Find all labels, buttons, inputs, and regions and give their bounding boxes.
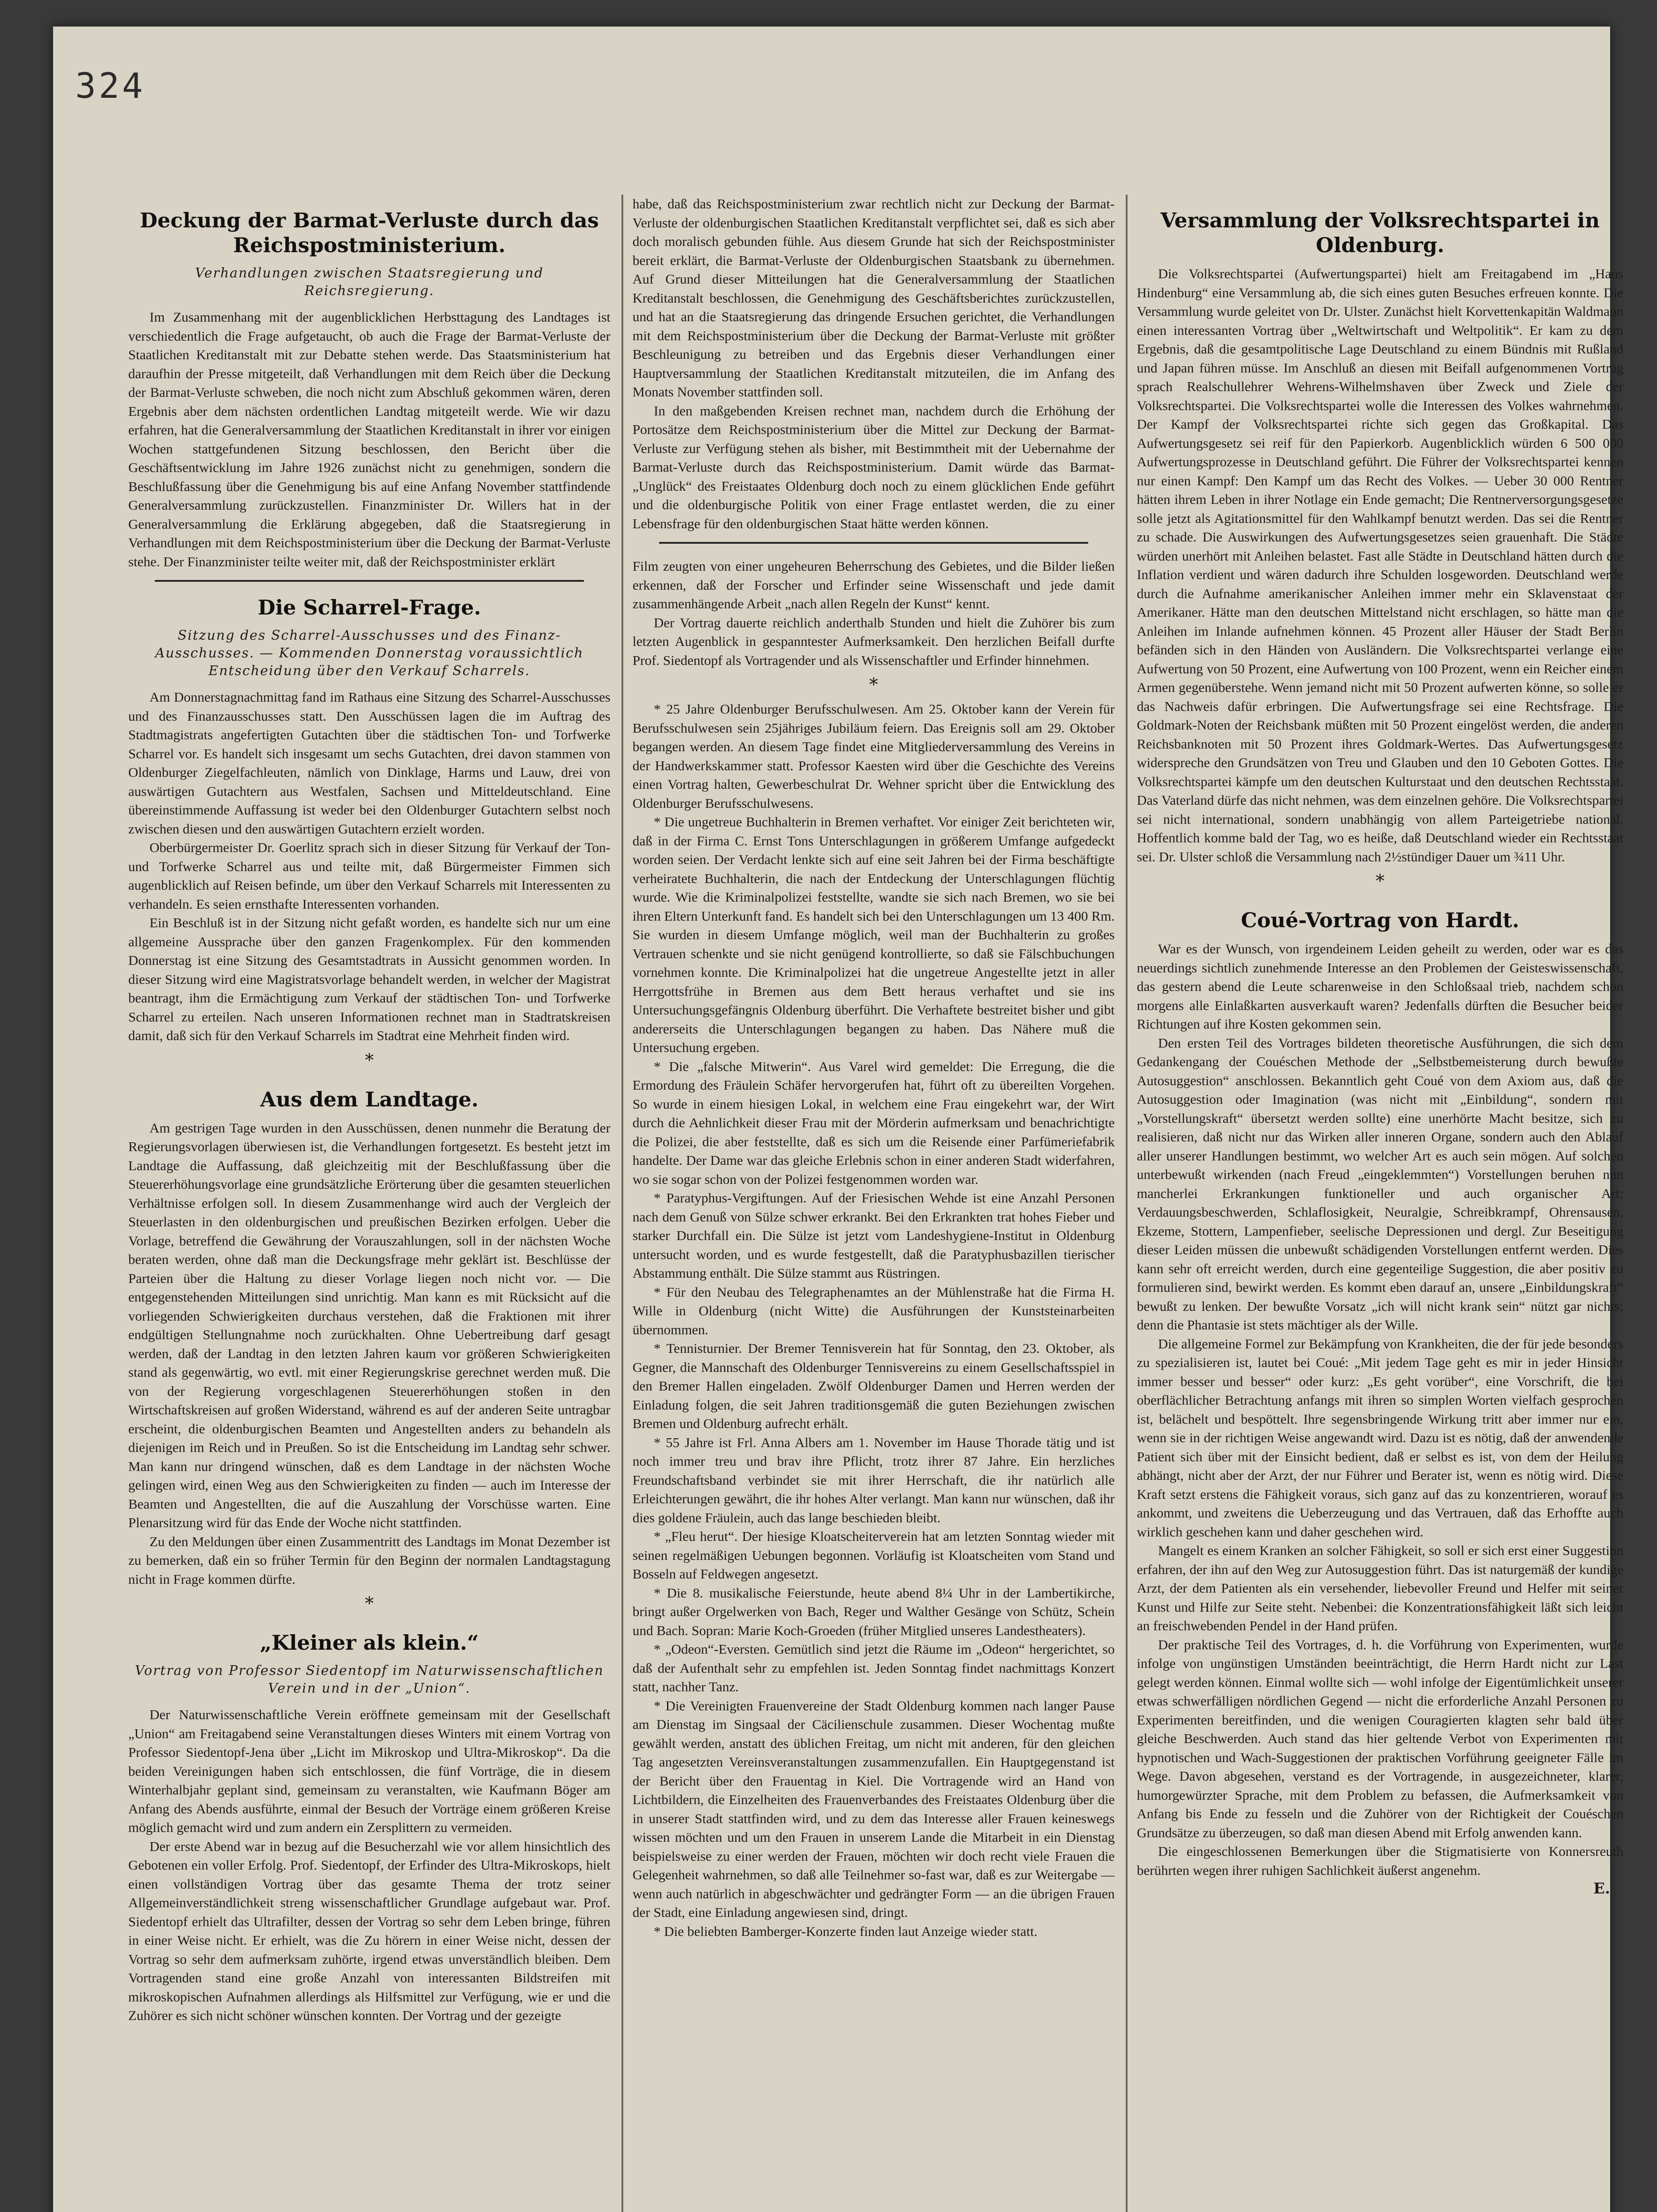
news-item: * Paratyphus-Vergiftungen. Auf der Friesischen Wehde ist eine Anzahl Personen nach dem Genuß von Sülze schwer erkrankt. Bei den Erkrankten trat hohes Fieber und starker Durchfall ein. Die Sülze ist jetzt vom Landeshygiene-Institut in Oldenburg untersucht worden, und es wurde festgestellt, daß die Paratyphusbazillen tierischer Abstammung enthält. Die Sülze stammt aus Rüstringen. xyxy=(633,1190,1115,1281)
news-item: * „Odeon“-Eversten. Gemütlich sind jetzt die Räume im „Odeon“ hergerichtet, so daß der Aufenthalt sehr zu empfehlen ist. Jeden Sonntag findet nachmittags Konzert statt, nachher Tanz. xyxy=(633,1641,1115,1694)
news-item: * Die ungetreue Buchhalterin in Bremen verhaftet. Vor einiger Zeit berichteten wir, daß in der Firma C. Ernst Tons Unterschlagungen in größerem Umfange aufgedeckt worden seien. Der Verdacht lenkte sich auf eine seit Jahren bei der Firma beschäftigte verheiratete Buchhalterin, die nach der Entdeckung der Unterschlagungen flüchtig wurde. Wie die Kriminalpolizei feststellte, wandte sie sich nach Bremen, wo sie bei ihren Eltern Unterkunft fand. Es handelt sich bei den Unterschlagungen um 13 400 Rm. Sie wurden in diesem Umfange möglich, weil man der Buchhalterin zu großes Vertrauen schenkte und sie nicht genügend kontrollierte, so daß sie Fälschbuchungen vornehmen konnte. Die Kriminalpolizei hat die ungetreue Angestellte jetzt in aller Herrgottsfrühe in Bremen aus dem Bett heraus verhaftet und sie ins Untersuchungsgefängnis Oldenburg überführt. Die Verhaftete bestreitet bisher und gibt andererseits die Unterschlagungen begangen zu haben. Das Nähere muß die Untersuchung ergeben. xyxy=(633,814,1115,1055)
article-subtitle: Verhandlungen zwischen Staatsregierung und Reichsregierung. xyxy=(195,265,544,299)
news-item: * Die Vereinigten Frauenvereine der Stadt Oldenburg kommen nach langer Pause am Dienstag im Singsaal der Cäcilienschule zusammen. Dieser Wochentag mußte gewählt werden, anstatt des üblichen Freitag, um nicht mit anderen, für den gleichen Tag angesetzten Vereinsveranstaltungen zusammenzufallen. Ein Hauptgegenstand ist der Bericht über den Frauentag in Kiel. Die Vortragende wird an Hand von Lichtbildern, die Einzelheiten des Frauenverbandes des Freistaates Oldenburg über die in unserer Stadt stattfinden wird, und zu dem das Interesse aller Frauen keineswegs wissen möchten und um den Frauen in unserem Lande die Mitarbeit in ein Dienstag beispielsweise zu einer werden der Frauen, möchten wir doch recht viele Frauen die Gelegenheit wahrnehmen, so daß alle Teilnehmer so-fast war, daß es zur Weitergabe — wenn auch natürlich in abgeschwächter und gedrängter Form — an die übrigen Frauen der Stadt, eine Einladung angewiesen sind, dringt. xyxy=(633,1697,1115,1920)
separator-star: * xyxy=(1376,871,1385,891)
article-title: Coué-Vortrag von Hardt. xyxy=(1241,908,1519,932)
article-paragraph: Zu den Meldungen über einen Zusammentritt des Landtags im Monat Dezember ist zu bemerken, daß ein so früher Termin für den Beginn der normalen Landtagstagung nicht in Frage kommen dürfte. xyxy=(128,1533,610,1587)
news-item: * Die beliebten Bamberger-Konzerte finden laut Anzeige wieder statt. xyxy=(654,1923,1038,1939)
news-item: * Tennisturnier. Der Bremer Tennisverein hat für Sonntag, den 23. Oktober, als Gegner, die Mannschaft des Oldenburger Tennisvereins zu einem Gesellschaftsspiel in den Bremer Hallen eingeladen. Zwölf Oldenburger Damen und Herren werden der Einladung folgen, die seit Jahren traditionsgemäß die guten Beziehungen zwischen Bremen und Oldenburg aufrecht erhält. xyxy=(633,1340,1115,1431)
divider xyxy=(155,580,584,582)
article-paragraph: Der erste Abend war in bezug auf die Besucherzahl wie vor allem hinsichtlich des Gebotenen ein voller Erfolg. Prof. Siedentopf, der Erfinder des Ultra-Mikroskops, hielt einen vollständigen Vortrag über das gesamte Thema der trotz seiner Allgemeinverständlichkeit streng wissenschaftlicher Grundlage aufgebaut war. Prof. Siedentopf erhielt das Ultrafilter, dessen der Vortrag so sehr dem Leben bringe, führen in einer Weise nicht. Er erhielt, was die Zu hörern in einer Weise nicht, dessen der Vortrag so sehr dem aufmerksam zuhörte, irgend etwas unverständlich bleiben. Dem Vortragenden stand eine große Anzahl von interessanten Bildstreifen mit mikroskopischen Aufnahmen allerdings als Hilfsmittel zur Verfügung, wie er und die Zuhörer es sich nicht schöner wünschen konnten. Der Vortrag und der gezeigte xyxy=(128,1838,610,2023)
news-item: * 25 Jahre Oldenburger Berufsschulwesen. Am 25. Oktober kann der Verein für Berufsschulwesen sein 25jähriges Jubiläum feiern. Das Ereignis soll am 29. Oktober begangen werden. An diesem Tage findet eine Mitgliederversammlung des Vereins in der Handwerkskammer statt. Professor Kaesten wird über die Geschichte des Vereins einen Vortrag halten, Gewerbeschulrat Dr. Wehner spricht über die Entwicklung des Oldenburger Berufsschulwesens. xyxy=(633,701,1115,811)
article-title: Aus dem Landtage. xyxy=(260,1087,479,1111)
article-paragraph: Der praktische Teil des Vortrages, d. h. die Vorführung von Experimenten, wurde infolge von ungünstigen Umständen beeinträchtigt, die Herrn Hardt nicht zur Last gelegt werden können. Einmal wollte sich — wohl infolge der Eigentümlichkeit unserer etwas schwerfälligen nördlichen Gegend — nicht die erforderliche Anzahl Personen zu Experimenten bereitfinden, und die wenigen Couragierten klagten sehr bald über gleiche Beschwerden. Auch stand das hier geltende Verbot von Experimenten mit hypnotischen und Wach-Suggestionen der praktischen Vorführung geeigneter Fälle im Wege. Davon abgesehen, verstand es der Vortragende, in ausgezeichneter, klarer, humorgewürzter Sprache, mit dem Problem zu befassen, die Aufmerksamkeit von Anfang bis Ende zu fesseln und die Zuhörer von der Richtigkeit der Couéschen Grundsätze zu überzeugen, so daß man diesen Abend mit Erfolg anwenden kann. xyxy=(1137,1636,1623,1840)
column-3 xyxy=(1137,195,1623,2212)
page-number: 324 xyxy=(75,66,146,106)
author-signature: E. xyxy=(1593,1880,1610,1897)
article-paragraph: Die Volksrechtspartei (Aufwertungspartei) hielt am Freitagabend im „Haus Hindenburg“ eine Versammlung ab, die sich eines guten Besuches erfreuen konnte. Die Versammlung wurde geleitet von Dr. Ulster. Zunächst hielt Korvettenkapitän Waldmann einen interessanten Vortrag über „Weltwirtschaft und Weltpolitik“. Er kam zu dem Ergebnis, daß die gesamtpolitische Lage Deutschland zu einem Bündnis mit Rußland und Japan führen müsse. Im Anschluß an diesen mit Beifall aufgenommenen Vortrag sprach Realschullehrer Wehrens-Wilhelmshaven über Zweck und Ziele der Volksrechtspartei. Die Volksrechtspartei wolle die Interessen des Volkes wahrnehmen. Der Kampf der Volksrechtspartei richte sich gegen das Großkapital. Das Aufwertungsgesetz sei reif für den Papierkorb. Augenblicklich würden 6 500 000 Aufwertungsprozesse in Deutschland geführt. Die Führer der Volksrechtspartei kennen nur einen Kampf: Den Kampf um das Recht des Volkes. — Ueber 30 000 Rentner hätten ihrem Leben in ihrer Notlage ein Ende gemacht; Die Rentnerversorgungsgesetze solle jetzt als Agitationsmittel für den Wahlkampf benutzt werden. Das sei die Rentner zu schade. Die Auswirkungen des Aufwertungsgesetzes seien grauenhaft. Die Städte würden unerhört mit Anleihen belastet. Fast alle Städte in Deutschland hätten durch die Inflation verdient und wären dadurch ihre Schulden losgeworden. Deutschland werde durch die Aufnahme amerikanischer Anleihen immer mehr ein Sklavenstaat der Amerikaner. Hätte man den deutschen Mittelstand nicht erschlagen, so hätte man die Anleihen im Inlande aufnehmen können. 45 Prozent aller Häuser der Stadt Berlin befänden sich in den Händen von Ausländern. Die Volksrechtspartei verlange eine Aufwertung von 50 Prozent, eine Aufwertung von 100 Prozent, wenn ein Reicher einem Armen gegenüberstehe. Wenn jemand nicht mit 50 Prozent aufwerten könne, so solle er das Nachweis dafür erbringen. Die Aufwertungsfrage sei eine Rechtsfrage. Die Goldmark-Noten der Reichsbank müßten mit 50 Prozent eingelöst werden, die anderen Reichsbanknoten mit 50 Prozent ihres Goldmark-Wertes. Das Aufwertungsgesetz widerspreche den Grundsätzen von Treu und Glauben und den 10 Geboten Gottes. Die Volksrechtspartei kämpfe um den deutschen Kulturstaat und den deutschen Rechtsstaat. Das Vaterland dürfe das nicht nehmen, was dem einzelnen gehöre. Die Volksrechtspartei sei nicht international, sondern unabhängig von allem Parteigetriebe national. Hoffentlich komme bald der Tag, wo es heiße, daß Deutschland wieder ein Rechtsstaat sei. Dr. Ulster schloß die Versammlung nach 2½stündiger Dauer um ¾11 Uhr. xyxy=(1137,266,1623,864)
article-paragraph: Film zeugten von einer ungeheuren Beherrschung des Gebietes, und die Bilder ließen erkennen, daß der Forscher und Erfinder seine Wissenschaft und jede damit zusammenhängende Arbeit „nach allen Regeln der Kunst“ kennt. xyxy=(633,558,1115,611)
article-subtitle: Sitzung des Scharrel-Ausschusses und des Finanz-Ausschusses. — Kommenden Donnerstag voraussichtlich Entscheidung über den Verkauf Scharrels. xyxy=(155,628,584,679)
news-item: * „Fleu herut“. Der hiesige Kloatscheiterverein hat am letzten Sonntag wieder mit seinen regelmäßigen Uebungen begonnen. Vorläufig ist Kloatscheiten vom Stand und Bosseln auf Feldwegen angesetzt. xyxy=(633,1528,1115,1582)
article-paragraph: Der Vortrag dauerte reichlich anderthalb Stunden und hielt die Zuhörer bis zum letzten Augenblick in gespanntester Aufmerksamkeit. Den herzlichen Beifall durfte Prof. Siedentopf als Vortragender und als Wissenschaftler und Erfinder hinnehmen. xyxy=(633,614,1115,668)
column-rule xyxy=(1126,195,1128,2212)
news-item: * 55 Jahre ist Frl. Anna Albers am 1. November im Hause Thorade tätig und ist noch immer treu und brav ihre Pflicht, trotz ihrer 87 Jahre. Ein herzliches Freundschaftsband verbindet sie mit ihrer Herrschaft, die ihr natürlich alle Erleichterungen gewährt, die ihr hohes Alter verlangt. Man kann nur wünschen, daß ihr dies goldene Fräulein, auch das lange beschieden bleibt. xyxy=(633,1434,1115,1525)
article-paragraph: Die allgemeine Formel zur Bekämpfung von Krankheiten, die der für jede besonders zu spezialisieren ist, lautet bei Coué: „Mit jedem Tage geht es mir in jeder Hinsicht immer besser und besser“ oder kurz: „Es geht vorüber“, eine Vorschrift, die bei oberflächlicher Betrachtung anfangs mit ihren so simplen Worten vielfach gesprochen ist, belächelt und bespöttelt. Ihre segensbringende Wirkung tritt aber immer nur ein, wenn sie in der richtigen Weise angewandt wird. Dazu ist es nötig, daß der anwendende Patient sich über mit der Einsicht bedient, daß er selbst es ist, von dem der Heilung abhängt, nicht aber der Arzt, der nur Führer und Berater ist, wenn es nötig wird. Diese Kraft setzt erstens die Fähigkeit voraus, sich ganz auf das zu konzentrieren, worauf es ankommt, und zweitens die Ueberzeugung und das Vertrauen, daß das Erhoffte auch wirklich geschehen kann und daher geschehen wird. xyxy=(1137,1336,1623,1540)
article-paragraph: Am Donnerstagnachmittag fand im Rathaus eine Sitzung des Scharrel-Ausschusses und des Finanzausschusses statt. Den Ausschüssen lagen die im Auftrag des Stadtmagistrats angefertigten Gutachten über die städtischen Ton- und Torfwerke Scharrel vor. Es handelt sich insgesamt um sechs Gutachten, drei davon stammen von Oldenburger Ziegelfachleuten, nämlich von Dinklage, Harms und Lauw, drei von auswärtigen Gutachtern aus Westfalen, Sachsen und Mitteldeutschland. Eine übereinstimmende Auffassung ist weder bei den Oldenburger Gutachtern selbst noch zwischen diesen und den auswärtigen Gutachtern erzielt worden. xyxy=(128,689,610,837)
column-rule xyxy=(621,195,623,2212)
news-item: * Für den Neubau des Telegraphenamtes an der Mühlenstraße hat die Firma H. Wille in Oldenburg (nicht Witte) die Ausführungen der Kunststeinarbeiten übernommen. xyxy=(633,1284,1115,1337)
separator-star: * xyxy=(869,675,878,695)
article-subtitle: Vortrag von Professor Siedentopf im Naturwissenschaftlichen Verein und in der „Union“. xyxy=(134,1663,604,1696)
article-paragraph: Der Naturwissenschaftliche Verein eröffnete gemeinsam mit der Gesellschaft „Union“ am Freitagabend seine Veranstaltungen dieses Winters mit einem Vortrag von Professor Siedentopf-Jena über „Licht im Mikroskop und Ultra-Mikroskop“. Da die beiden Vereinigungen haben sich entschlossen, die fünf Vorträge, die in diesem Winterhalbjahr geplant sind, gemeinsam zu veranstalten, wie Kaufmann Böger am Anfang des Abends ausführte, einmal der Besuch der Vorträge einem größeren Kreise möglich gemacht wird und zum andern ein Zersplittern zu vermeiden. xyxy=(128,1707,610,1835)
news-item: * Die 8. musikalische Feierstunde, heute abend 8¼ Uhr in der Lambertikirche, bringt außer Orgelwerken von Bach, Reger und Walther Gesänge von Schütz, Schein und Bach. Sopran: Marie Koch-Groeden (früher Mitglied unseres Landestheaters). xyxy=(633,1585,1115,1638)
article-paragraph: Ein Beschluß ist in der Sitzung nicht gefaßt worden, es handelte sich nur um eine allgemeine Aussprache über den ganzen Fragenkomplex. Für den kommenden Donnerstag ist eine Sitzung des Gesamtstadtrats in Aussicht genommen worden. In dieser Sitzung wird eine Magistratsvorlage behandelt werden, in welcher der Magistrat beantragt, ihm die Ermächtigung zum Verkauf der städtischen Ton- und Torfwerke Scharrel zu erteilen. Nach unseren Informationen rechnet man in Stadtratskreisen damit, daß sich für den Verkauf Scharrels im Stadtrat eine Mehrheit finden wird. xyxy=(128,915,610,1043)
article-paragraph: Die eingeschlossenen Bemerkungen über die Stigmatisierte von Konnersreuth berührten wegen ihrer ruhigen Sachlichkeit äußerst angenehm. xyxy=(1137,1843,1623,1878)
article-paragraph: habe, daß das Reichspostministerium zwar rechtlich nicht zur Deckung der Barmat-Verluste der oldenburgischen Staatlichen Kreditanstalt verpflichtet sei, daß es sich aber doch moralisch gebunden fühle. Aus diesem Grunde hat sich der Reichspostminister bereit erklärt, die Barmat-Verluste der Oldenburgischen Staatsbank zu übernehmen. Auf Grund dieser Mitteilungen hat die Generalversammlung der Staatlichen Kreditanstalt beschlossen, die Genehmigung des Geschäftsberichtes zurückzustellen, und hat an die Staatsregierung das dringende Ersuchen gerichtet, die Verhandlungen mit dem Reichspostministerium über die Deckung der Barmat-Verluste mit größter Beschleunigung zu betreiben und das Ergebnis dieser Verhandlungen einer Hauptversammlung der Staatlichen Kreditanstalt mitzuteilen, die im Anfang des Monats November stattfinden soll. xyxy=(633,196,1115,399)
article-title: Deckung der Barmat-Verluste durch das Reichspostministerium. xyxy=(140,208,599,257)
article-paragraph: Mangelt es einem Kranken an solcher Fähigkeit, so soll er sich erst einer Suggestion erfahren, der ihn auf den Weg zur Autosuggestion führt. Das ist naturgemäß der kundige Arzt, der dem Patienten als ein versehender, liebevoller Freund und Helfer mit seiner Kunst und Hilfe zur Seite steht. Nebenbei: die Konzentrationsfähigkeit läßt sich leicht an freischwebenden Pendel in der Hand prüfen. xyxy=(1137,1543,1623,1633)
separator-star: * xyxy=(365,1050,374,1071)
news-item: * Die „falsche Mitwerin“. Aus Varel wird gemeldet: Die Erregung, die die Ermordung des Fräulein Schäfer hervorgerufen hat, führt oft zu übereilten Vorgehen. So wurde in einem hiesigen Lokal, in welchem eine Frau eingekehrt war, der Wirt durch die Aehnlichkeit dieser Frau mit der Mörderin aufmerksam und benachrichtigte die Polizei, die aber feststellte, daß es sich um die Reisende einer Parfümeriefabrik handelte. Der Dame war das gleiche Erlebnis schon in einer anderen Stadt widerfahren, wo sie sogar schon von der Polizei festgenommen worden war. xyxy=(633,1058,1115,1187)
article-paragraph: Den ersten Teil des Vortrages bildeten theoretische Ausführungen, die sich dem Gedankengang der Couéschen Methode der „Selbstbemeisterung durch bewußte Autosuggestion“ anschlossen. Bekanntlich geht Coué von dem Axiom aus, daß die Autosuggestion oder Imagination (was nicht mit „Einbildung“, sondern mit „Vorstellungskraft“ übersetzt werden sollte) eine unerhörte Macht besitze, sich zu realisieren, daß nicht nur das Wirken aller inneren Organe, sondern auch den Ablauf aller unserer Handlungen bestimmt, wo welcher Art es auch sein mögen. Auf solchen unterbewußt wirkenden (nach Freud „eingeklemmten“) Vorstellungen beruhen nun mancherlei Erkrankungen funktioneller und auch organischer Art: Verdauungsbeschwerden, Schlaflosigkeit, Neuralgie, Schreibkrampf, Ohrensausen, Ekzeme, Stottern, Lampenfieber, seelische Depressionen und dergl. Zur Beseitigung dieser Leiden müssen die unbewußt schädigenden Vorstellungen entfernt werden. Dies kann sehr oft erreicht werden, durch eine gegenteilige Suggestion, die aber positiv zu formulieren sind, bewirkt werden. Es kommt eben darauf an, unsere „Einbildungskraft“ bewußt zu lenken. Der bewußte Vorsatz „ich will nicht krank sein“ nützt gar nichts; denn die Phantasie ist stets mächtiger als der Wille. xyxy=(1137,1035,1623,1333)
article-paragraph: In den maßgebenden Kreisen rechnet man, nachdem durch die Erhöhung der Portosätze dem Reichspostministerium über die Mittel zur Deckung der Barmat-Verluste zur Verfügung stehen als bisher, mit Bestimmtheit mit der Uebernahme der Barmat-Verluste durch das Reichspostministerium. Damit würde das Barmat-„Unglück“ des Freistaates Oldenburg doch noch zu einem glücklichen Ende geführt und die oldenburgische Politik von einer Frage entlastet werden, die zu einer Lebensfrage für den oldenburgischen Staat hätte werden können. xyxy=(633,403,1115,531)
article-title: Die Scharrel-Frage. xyxy=(257,595,481,619)
separator-star: * xyxy=(365,1594,374,1614)
article-paragraph: Im Zusammenhang mit der augenblicklichen Herbsttagung des Landtages ist verschiedentlich die Frage aufgetaucht, ob auch die Frage der Barmat-Verluste der Staatlichen Kreditanstalt mit zur Debatte stehen werde. Das Staatsministerium hat daraufhin der Presse mitgeteilt, daß Verhandlungen mit dem Reich über die Deckung der Barmat-Verluste schweben, die noch nicht zum Abschluß gekommen wären, deren Ergebnis aber dem nächsten ordentlichen Landtag mitgeteilt werde. Wie wir dazu erfahren, hat die Generalversammlung der Staatlichen Kreditanstalt in ihrer vor einigen Wochen stattgefundenen Sitzung beschlossen, den Bericht über die Geschäftsentwicklung im Jahre 1926 zunächst nicht zu genehmigen, sondern die Beschlußfassung über die Genehmigung bis auf eine Anfang November stattfindende Generalversammlung zurückzustellen. Finanzminister Dr. Willers hat in der Generalversammlung die Erklärung abgegeben, daß die Staatsregierung in Verhandlungen mit dem Reichspostministerium über die Deckung der Barmat-Verluste stehe. Der Finanzminister teilte weiter mit, daß der Reichspostminister erklärt xyxy=(128,309,610,569)
article-title: „Kleiner als klein.“ xyxy=(260,1631,479,1655)
article-paragraph: Oberbürgermeister Dr. Goerlitz sprach sich in dieser Sitzung für Verkauf der Ton- und Torfwerke Scharrel aus und teilte mit, daß Bürgermeister Fimmen sich augenblicklich auf Reisen befinde, um über den Verkauf Scharrels mit Interessenten zu verhandeln. Es seien ernsthafte Interessenten vorhanden. xyxy=(128,840,610,912)
column-1 xyxy=(128,195,610,2212)
article-paragraph: War es der Wunsch, von irgendeinem Leiden geheilt zu werden, oder war es das neuerdings sichtlich zunehmende Interesse an den Problemen der Geisteswissenschaft, das gestern abend die Leute scharenweise in den Schloßsaal trieb, nachdem schon morgens alle Einlaßkarten ausverkauft waren? Jedenfalls dürften die Besucher beider Richtungen auf ihre Kosten gekommen sein. xyxy=(1137,941,1623,1032)
divider xyxy=(659,542,1088,544)
article-paragraph: Am gestrigen Tage wurden in den Ausschüssen, denen nunmehr die Beratung der Regierungsvorlagen überwiesen ist, die Verhandlungen fortgesetzt. Es besteht jetzt im Landtage die Auffassung, daß gleichzeitig mit der Beschlußfassung über die Steuererhöhungsvorlage eine grundsätzliche Erörterung über die gesamten steuerlichen Verhältnisse erfolgen soll. In diesem Zusammenhange wird auch der Vergleich der Steuerlasten in den oldenburgischen und preußischen Bezirken erfolgen. Ueber die Vorlage, betreffend die Gewährung der Vorauszahlungen, soll in der nächsten Woche beraten werden, ohne daß man die Deckungsfrage mehr geklärt ist. Beschlüsse der Parteien über die Haltung zu dieser Vorlage liegen noch nicht vor. — Die entgegenstehenden Mitteilungen sind unrichtig. Man kann es mit Rücksicht auf die vorliegenden Schwierigkeiten durchaus verstehen, daß die Fraktionen mit ihrer endgültigen Stellungnahme noch zurückhalten. Ohne Uebertreibung darf gesagt werden, daß der Landtag in den letzten Jahren kaum vor größeren Schwierigkeiten stand als gegenwärtig, wo evtl. mit einer Regierungskrise gerechnet werden muß. Die von der Regierung vorgeschlagenen Steuererhöhungen stoßen in den Wirtschaftskreisen auf großen Widerstand, während es auf der anderen Seite untragbar erscheint, die oldenburgischen Beamten und Angestellten anders zu behandeln als diejenigen im Reich und in Preußen. So ist die Entscheidung im Landtag sehr schwer. Man kann nur dringend wünschen, daß es dem Landtage in der nächsten Woche gelingen wird, einen Weg aus den Schwierigkeiten zu finden — auch im Interesse der Beamten und Angestellten, die auf die Auszahlung der Vorschüsse warten. Eine Plenarsitzung wird für das Ende der Woche nicht stattfinden. xyxy=(128,1120,610,1530)
column-2 xyxy=(633,195,1115,2212)
article-title: Versammlung der Volksrechtspartei in Oldenburg. xyxy=(1160,208,1600,257)
